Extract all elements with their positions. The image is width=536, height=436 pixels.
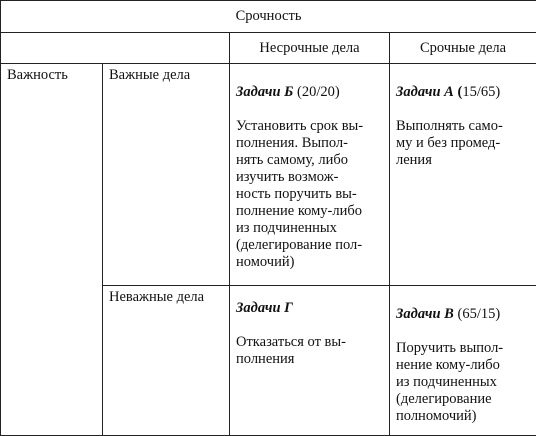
task-b-desc-line: полнения. Выпол- — [236, 135, 348, 152]
importance-label-cell — [1, 64, 103, 436]
unimportant-row-label-cell — [103, 285, 230, 435]
task-v-description — [396, 340, 536, 425]
task-b-description — [236, 118, 389, 271]
task-v-cell — [390, 285, 536, 435]
task-a-ratio-paren: ( — [457, 84, 463, 101]
task-v-title — [396, 306, 536, 323]
unimportant-row-label: Неважные дела — [109, 288, 205, 305]
task-v-title-name: Задачи В — [396, 305, 454, 322]
task-a-title — [396, 84, 536, 101]
task-b-desc-line: Установить срок вы- — [236, 118, 364, 135]
task-g-title-name: Задачи Г — [236, 299, 293, 316]
task-a-description — [396, 118, 536, 169]
task-a-cell — [390, 64, 536, 286]
important-row-label: Важные дела — [109, 67, 191, 84]
task-a-title-name: Задачи А — [396, 84, 454, 101]
header-empty-cell — [1, 33, 230, 64]
task-b-desc-line: из подчиненных — [236, 220, 337, 237]
task-v-desc-line: из подчиненных — [396, 373, 497, 390]
task-a-desc-line: му и без промед- — [396, 135, 501, 152]
urgency-header — [1, 1, 536, 33]
task-g-title — [236, 300, 389, 317]
task-g-description — [236, 334, 389, 368]
task-v-ratio: (65/15) — [457, 305, 501, 322]
urgent-header-label: Срочные дела — [419, 39, 507, 56]
not-urgent-header-label: Несрочные дела — [259, 39, 360, 56]
task-g-desc-line: Отказаться от вы- — [236, 333, 346, 350]
task-b-ratio: (20/20) — [297, 84, 340, 101]
importance-label: Важность — [7, 67, 68, 84]
task-a-desc-line: Выполнять само- — [396, 118, 503, 135]
important-row-label-cell — [103, 64, 230, 286]
task-b-desc-line: (делегирование пол- — [236, 237, 363, 254]
urgency-header-label: Срочность — [235, 8, 302, 25]
not-urgent-header — [230, 33, 390, 64]
task-v-desc-line: полномочий) — [396, 407, 477, 424]
task-a-ratio: 15/65) — [462, 84, 501, 101]
task-v-desc-line: (делегирование — [396, 390, 492, 407]
task-b-cell — [230, 64, 390, 286]
task-b-title — [236, 84, 389, 101]
task-b-desc-line: номочий) — [236, 254, 295, 271]
urgent-header — [390, 33, 536, 64]
task-b-desc-line: полнение кому-либо — [236, 203, 362, 220]
task-b-title-name: Задачи Б — [236, 84, 294, 101]
task-b-desc-line: изучить возмож- — [236, 169, 339, 186]
task-a-desc-line: ления — [396, 152, 432, 169]
task-g-cell — [230, 285, 390, 435]
task-v-desc-line: нение кому-либо — [396, 356, 500, 373]
task-v-desc-line: Поручить выпол- — [396, 339, 504, 356]
task-b-desc-line: нять самому, либо — [236, 152, 349, 169]
task-b-desc-line: ность поручить вы- — [236, 186, 357, 203]
task-g-desc-line: полнения — [236, 350, 295, 367]
